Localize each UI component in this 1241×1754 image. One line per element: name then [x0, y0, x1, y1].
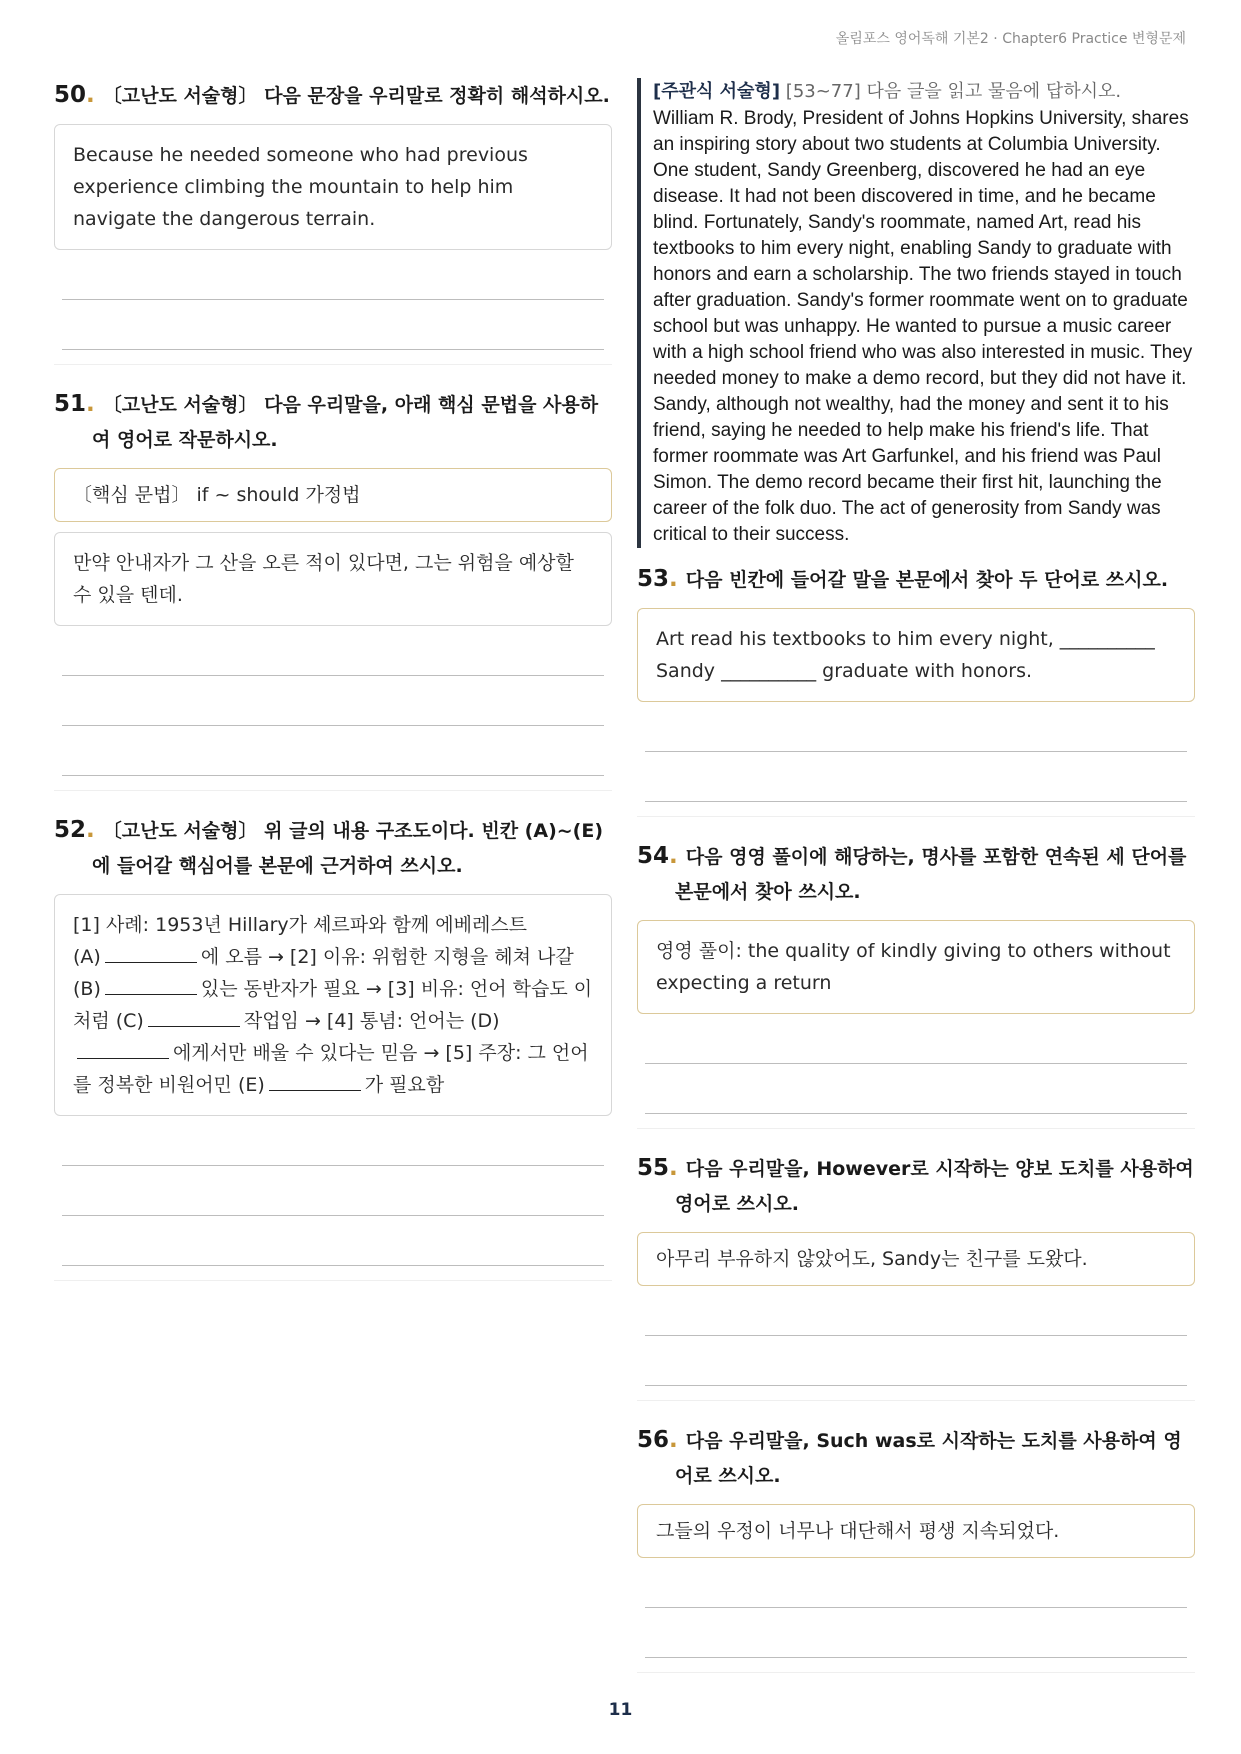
question-number: 50	[54, 82, 87, 108]
difficulty-tag: 〔고난도 서술형〕	[102, 394, 258, 416]
question-54	[637, 839, 1195, 1129]
question-dot: .	[86, 82, 95, 108]
sentence-box: Because he needed someone who had previous experience climbing the mountain to help him navigate the dangerous terrain.	[54, 124, 612, 250]
question-title	[54, 78, 612, 114]
left-column	[54, 78, 612, 1303]
right-column	[637, 78, 1195, 1695]
question-number: 52	[54, 817, 87, 843]
question-title	[54, 387, 612, 458]
question-55	[637, 1151, 1195, 1401]
question-dot: .	[669, 1427, 678, 1453]
question-prompt: 다음 문장을 우리말로 정확히 해석하시오.	[264, 85, 610, 107]
question-dot: .	[669, 843, 678, 869]
question-52	[54, 813, 612, 1281]
answer-lines	[54, 1116, 612, 1266]
structure-text: 있는 동반자가 필요 → [3] 비유: 언어 학습도 이처럼 (C)	[73, 978, 593, 1032]
question-dot: .	[86, 391, 95, 417]
question-56	[637, 1423, 1195, 1673]
question-number: 55	[637, 1155, 670, 1181]
question-number: 53	[637, 566, 670, 592]
question-prompt: 다음 영영 풀이에 해당하는, 명사를 포함한 연속된 세 단어를 본문에서 찾아 쓰시오.	[675, 846, 1187, 903]
answer-line[interactable]	[645, 1014, 1187, 1064]
definition-box: 영영 풀이: the quality of kindly giving to others without expecting a return	[637, 920, 1195, 1014]
difficulty-tag: 〔고난도 서술형〕	[102, 820, 258, 842]
answer-line[interactable]	[62, 676, 604, 726]
korean-sentence-box: 아무리 부유하지 않았어도, Sandy는 친구를 도왔다.	[637, 1232, 1195, 1286]
answer-line[interactable]	[62, 300, 604, 350]
question-prompt: 다음 우리말을, Such was로 시작하는 도치를 사용하여 영어로 쓰시오.	[675, 1430, 1182, 1487]
answer-lines	[637, 1558, 1195, 1658]
answer-line[interactable]	[62, 1166, 604, 1216]
answer-line[interactable]	[62, 1116, 604, 1166]
question-dot: .	[669, 1155, 678, 1181]
answer-line[interactable]	[62, 1216, 604, 1266]
answer-line[interactable]	[62, 626, 604, 676]
grammar-box: 〔핵심 문법〕 if ~ should 가정법	[54, 468, 612, 522]
answer-lines	[637, 1014, 1195, 1114]
question-prompt: 다음 빈칸에 들어갈 말을 본문에서 찾아 두 단어로 쓰시오.	[685, 569, 1169, 591]
question-title	[637, 1423, 1195, 1494]
answer-lines	[54, 250, 612, 350]
question-title	[637, 1151, 1195, 1222]
structure-box	[54, 894, 612, 1116]
blank-b[interactable]	[105, 974, 197, 995]
blank-d[interactable]	[77, 1038, 169, 1059]
question-prompt: 위 글의 내용 구조도이다. 빈칸 (A)~(E)에 들어갈 핵심어를 본문에 근거하여 쓰시오.	[92, 820, 604, 877]
question-prompt: 다음 우리말을, 아래 핵심 문법을 사용하여 영어로 작문하시오.	[92, 394, 599, 451]
answer-line[interactable]	[645, 1336, 1187, 1386]
difficulty-tag: 〔고난도 서술형〕	[102, 85, 258, 107]
structure-text: (B)	[73, 978, 101, 1000]
question-prompt: 다음 우리말을, However로 시작하는 양보 도치를 사용하여 영어로 쓰시오.	[675, 1158, 1194, 1215]
answer-line[interactable]	[645, 752, 1187, 802]
structure-text: 에 오름 → [2] 이유: 위험한 지형을 헤쳐 나갈	[200, 946, 574, 968]
korean-sentence-box: 만약 안내자가 그 산을 오른 적이 있다면, 그는 위험을 예상할 수 있을 텐데.	[54, 532, 612, 626]
question-number: 56	[637, 1427, 670, 1453]
question-number: 51	[54, 391, 87, 417]
structure-text: [1] 사례: 1953년 Hillary가 셰르파와 함께 에베레스트	[73, 914, 528, 936]
answer-line[interactable]	[645, 1286, 1187, 1336]
passage-header	[653, 78, 1195, 106]
reading-passage	[637, 78, 1195, 548]
answer-line[interactable]	[645, 1558, 1187, 1608]
answer-lines	[54, 626, 612, 776]
question-51	[54, 387, 612, 791]
answer-lines	[637, 1286, 1195, 1386]
question-dot: .	[669, 566, 678, 592]
passage-body: William R. Brody, President of Johns Hopkins University, shares an inspiring story about two students at Columbia University. One student, Sandy Greenberg, discovered he had an eye disease. It had not been discovered in time, and he became blind. Fortunately, Sandy's roommate, named Art, read his textbooks to him every night, enabling Sandy to graduate with honors and earn a scholarship. The two friends stayed in touch after graduation. Sandy's former roommate went on to graduate school but was unhappy. He wanted to pursue a music career with a high school friend who was also interested in music. They needed money to make a demo record, but they did not have it. Sandy, although not wealthy, had the money and sent it to his friend, saying he needed to help make his friend's life. That former roommate was Art Garfunkel, and his friend was Paul Simon. The demo record became their first hit, launching the career of the folk duo. The act of generosity from Sandy was critical to their success.	[653, 108, 1193, 545]
question-dot: .	[86, 817, 95, 843]
blank-c[interactable]	[148, 1006, 240, 1027]
question-number: 54	[637, 843, 670, 869]
question-title	[637, 562, 1195, 598]
answer-lines	[637, 702, 1195, 802]
structure-text: (A)	[73, 946, 101, 968]
answer-line[interactable]	[62, 726, 604, 776]
passage-range: [53~77] 다음 글을 읽고 물음에 답하시오.	[785, 81, 1122, 102]
answer-line[interactable]	[62, 250, 604, 300]
question-50	[54, 78, 612, 365]
question-53	[637, 562, 1195, 817]
korean-sentence-box: 그들의 우정이 너무나 대단해서 평생 지속되었다.	[637, 1504, 1195, 1558]
blank-a[interactable]	[105, 942, 197, 963]
answer-line[interactable]	[645, 1608, 1187, 1658]
passage-tag: [주관식 서술형]	[653, 81, 781, 102]
structure-text: 에게서만 배울 수 있다는 믿음 → [5] 주장: 그 언어를 정복한 비원어민 (E)	[73, 1042, 589, 1096]
question-title	[54, 813, 612, 884]
structure-text: 작업임 → [4] 통념: 언어는 (D)	[243, 1010, 500, 1032]
answer-line[interactable]	[645, 702, 1187, 752]
question-title	[637, 839, 1195, 910]
page-number: 11	[608, 1700, 633, 1720]
structure-text: 가 필요함	[364, 1074, 445, 1096]
answer-line[interactable]	[645, 1064, 1187, 1114]
sentence-box: Art read his textbooks to him every night, __________ Sandy __________ graduate with honors.	[637, 608, 1195, 702]
page-header: 올림포스 영어독해 기본2 · Chapter6 Practice 변형문제	[835, 31, 1186, 47]
blank-e[interactable]	[269, 1070, 361, 1091]
